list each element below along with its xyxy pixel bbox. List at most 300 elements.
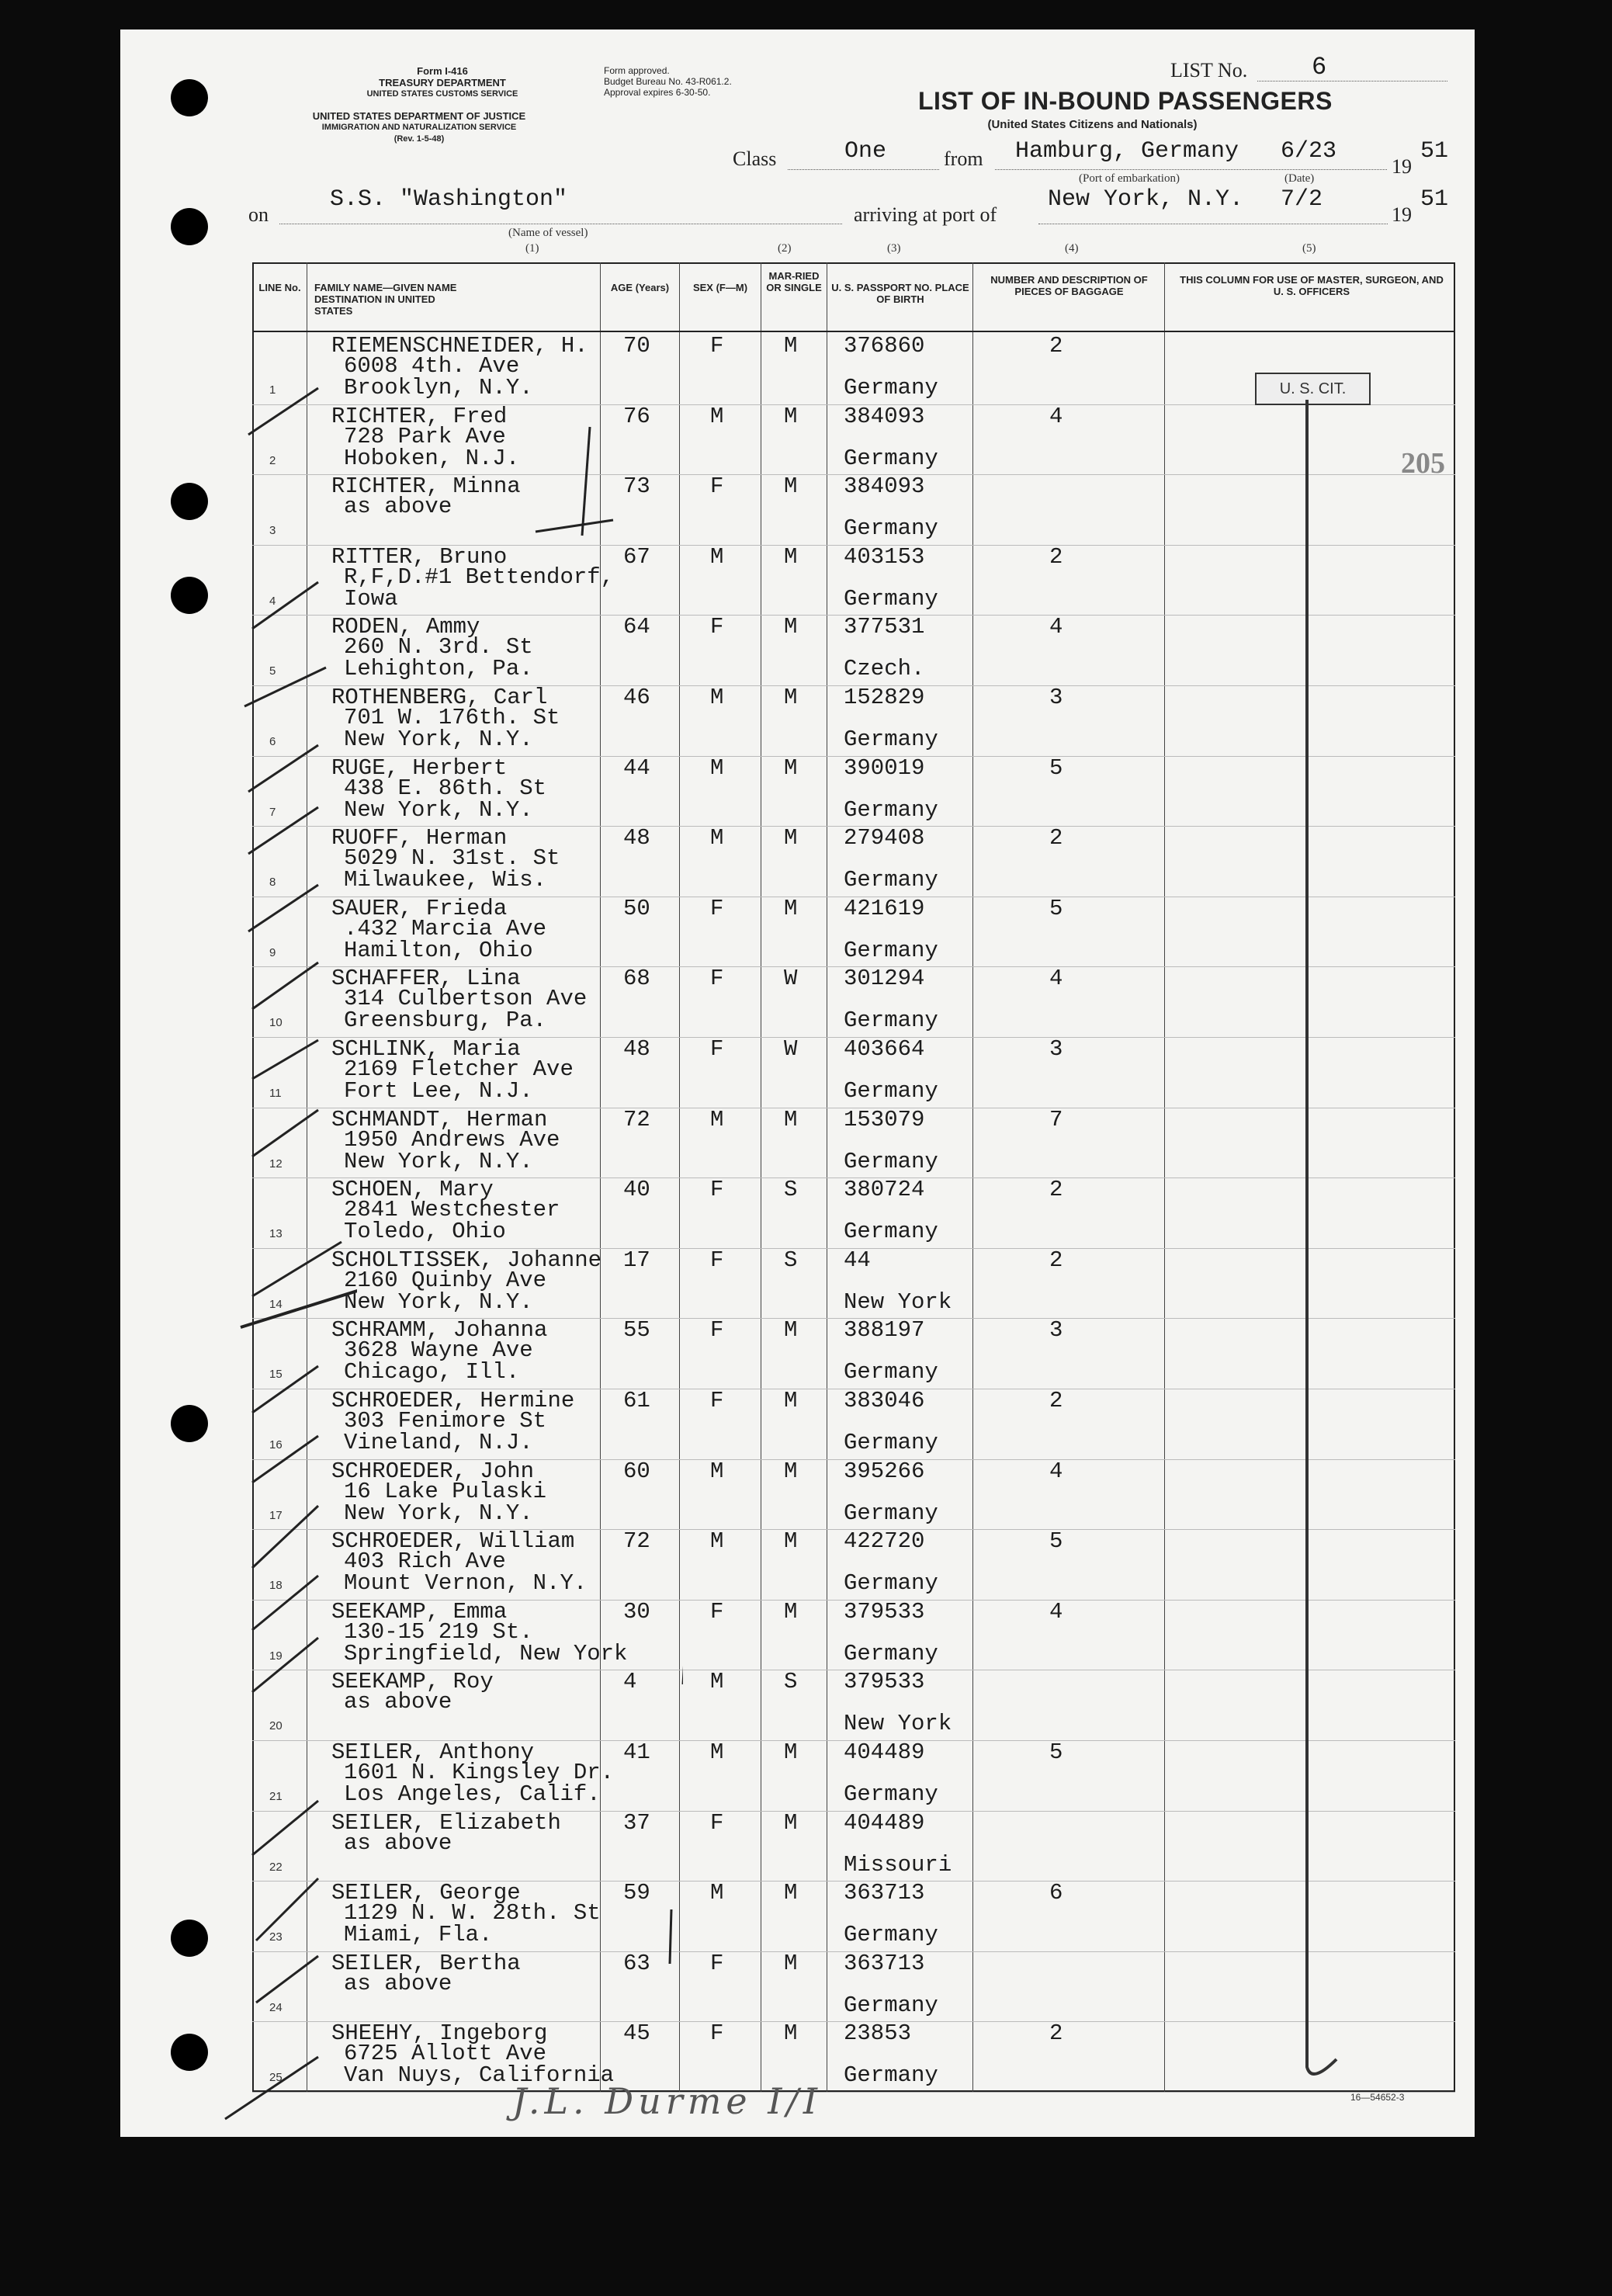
passport-number: 422720	[844, 1528, 925, 1555]
sex-value: F	[710, 1317, 724, 1344]
col-header-officers: THIS COLUMN FOR USE OF MASTER, SURGEON, AND U. S. OFFICERS	[1180, 274, 1444, 297]
address-line-2: New York, N.Y.	[344, 727, 533, 752]
list-no-underline	[1257, 81, 1447, 82]
baggage-count: 4	[1049, 966, 1063, 992]
age-value: 72	[623, 1528, 650, 1555]
place-of-birth: New York	[844, 1288, 952, 1315]
vessel-value: S.S. "Washington"	[330, 186, 568, 213]
passenger-name: RIEMENSCHNEIDER, H.	[331, 333, 588, 359]
marital-status: M	[784, 1950, 798, 1976]
class-value: One	[844, 138, 887, 165]
passenger-name: SEILER, Bertha	[331, 1950, 521, 1976]
line-number: 3	[269, 524, 276, 538]
age-value: 40	[623, 1177, 650, 1203]
passport-number: 390019	[844, 754, 925, 781]
address-line-2: Chicago, Ill.	[344, 1359, 520, 1386]
baggage-count: 2	[1049, 1388, 1063, 1413]
budget-bureau: Budget Bureau No. 43-R061.2.	[604, 76, 732, 87]
immigration-service: IMMIGRATION AND NATURALIZATION SERVICE	[321, 123, 517, 132]
address-line-2: Miami, Fla.	[344, 1922, 493, 1948]
table-row	[252, 1529, 1455, 1600]
sex-value: M	[710, 1106, 724, 1132]
address-line-2: Greensburg, Pa.	[344, 1008, 547, 1034]
sex-value: F	[710, 1809, 724, 1836]
passenger-name: RICHTER, Minna	[331, 473, 521, 500]
marital-status: M	[784, 754, 798, 781]
line-number: 18	[269, 1579, 283, 1593]
address-line-1: as above	[344, 1689, 452, 1715]
line-number: 1	[269, 383, 276, 397]
marital-status: M	[784, 1809, 798, 1836]
passenger-name: RUGE, Herbert	[331, 754, 508, 781]
passport-number: 379533	[844, 1598, 925, 1625]
handwritten-brackets	[528, 419, 683, 1976]
age-value: 44	[623, 754, 650, 781]
line-number: 11	[269, 1087, 282, 1100]
address-line-2: Springfield, New York	[344, 1640, 628, 1667]
place-of-birth: Germany	[844, 1219, 938, 1245]
line-number: 17	[269, 1508, 283, 1522]
address-line-1: 1129 N. W. 28th. St	[344, 1900, 601, 1927]
passenger-name: SEILER, Anthony	[331, 1739, 535, 1765]
line-number: 9	[269, 945, 276, 959]
passenger-name: SHEEHY, Ingeborg	[331, 2020, 548, 2047]
passport-number: 23853	[844, 2020, 912, 2047]
port-embarkation-label: (Port of embarkation)	[1079, 172, 1180, 185]
arriving-label: arriving at port of	[854, 203, 997, 226]
sex-value: M	[710, 1458, 724, 1484]
passenger-name: SCHROEDER, John	[331, 1458, 535, 1484]
age-value: 41	[623, 1739, 650, 1765]
place-of-birth: Germany	[844, 1640, 938, 1667]
address-line-2: New York, N.Y.	[344, 1500, 533, 1526]
address-line-2: Iowa	[344, 585, 398, 612]
age-value: 73	[623, 473, 650, 500]
baggage-count: 2	[1049, 1177, 1063, 1203]
passport-number: 363713	[844, 1880, 925, 1906]
col-num-1: (1)	[525, 242, 539, 255]
year2-value: 51	[1420, 186, 1449, 213]
form-approved: Form approved.	[604, 65, 670, 76]
col-header-age: AGE (Years)	[610, 282, 670, 293]
justice-dept: UNITED STATES DEPARTMENT OF JUSTICE	[312, 110, 526, 122]
passport-number: 153079	[844, 1106, 925, 1132]
age-value: 48	[623, 1036, 650, 1062]
address-line-1: 314 Culbertson Ave	[344, 986, 588, 1012]
passport-number: 377531	[844, 614, 925, 640]
age-value: 64	[623, 614, 650, 640]
address-line-1: 728 Park Ave	[344, 423, 506, 449]
passenger-name: SCHLINK, Maria	[331, 1036, 521, 1062]
table-row	[252, 1318, 1455, 1389]
baggage-count: 3	[1049, 1317, 1063, 1344]
passport-number: 380724	[844, 1177, 925, 1203]
marital-status: W	[784, 966, 798, 992]
customs-service: UNITED STATES CUSTOMS SERVICE	[366, 89, 518, 99]
place-of-birth: Germany	[844, 937, 938, 963]
address-line-2: Los Angeles, Calif.	[344, 1781, 601, 1807]
baggage-count: 7	[1049, 1106, 1063, 1132]
col-header-baggage: NUMBER AND DESCRIPTION OF PIECES OF BAGGAGE	[990, 274, 1148, 297]
age-value: 48	[623, 825, 650, 851]
page-number-stamp: 205	[1401, 447, 1445, 480]
age-value: 76	[623, 403, 650, 429]
marital-status: M	[784, 1317, 798, 1344]
baggage-count: 4	[1049, 1458, 1063, 1484]
address-line-2: Lehighton, Pa.	[344, 656, 533, 682]
sex-value: F	[710, 614, 724, 640]
table-row	[252, 404, 1455, 475]
col-header-sex: SEX (F—M)	[692, 282, 748, 293]
form-subtitle: (United States Citizens and Nationals)	[987, 118, 1198, 131]
passport-number: 279408	[844, 825, 925, 851]
line-number: 7	[269, 805, 276, 819]
table-row	[252, 1740, 1455, 1811]
place-of-birth: New York	[844, 1711, 952, 1737]
age-value: 67	[623, 543, 650, 570]
marital-status: S	[784, 1177, 798, 1203]
col-header-passport: U. S. PASSPORT NO. PLACE OF BIRTH	[831, 282, 969, 305]
passport-number: 363713	[844, 1950, 925, 1976]
line-number: 21	[269, 1790, 283, 1803]
from-value: Hamburg, Germany	[1015, 138, 1239, 165]
table-row	[252, 1108, 1455, 1178]
age-value: 55	[623, 1317, 650, 1344]
age-value: 70	[623, 333, 650, 359]
table-row	[252, 474, 1455, 545]
marital-status: M	[784, 1106, 798, 1132]
place-of-birth: Germany	[844, 1148, 938, 1174]
place-of-birth: Germany	[844, 2062, 938, 2089]
line-number: 24	[269, 2000, 283, 2014]
line-number: 14	[269, 1297, 283, 1311]
passport-number: 376860	[844, 333, 925, 359]
line-number: 13	[269, 1227, 283, 1241]
address-line-1: 2169 Fletcher Ave	[344, 1056, 574, 1082]
address-line-1: 403 Rich Ave	[344, 1549, 506, 1575]
age-value: 30	[623, 1598, 650, 1625]
baggage-count: 2	[1049, 2020, 1063, 2047]
address-line-1: 260 N. 3rd. St	[344, 634, 533, 661]
address-line-2: Hamilton, Ohio	[344, 937, 533, 963]
passenger-name: SAUER, Frieda	[331, 895, 508, 921]
line-number: 16	[269, 1438, 283, 1451]
place-of-birth: Germany	[844, 375, 938, 401]
line-number: 10	[269, 1016, 283, 1030]
col-num-5: (5)	[1302, 242, 1316, 255]
table-row	[252, 966, 1455, 1037]
table-row	[252, 826, 1455, 897]
place-of-birth: Germany	[844, 1430, 938, 1455]
marital-status: M	[784, 1739, 798, 1765]
place-of-birth: Missouri	[844, 1851, 952, 1878]
table-row	[252, 2021, 1455, 2092]
address-line-2: New York, N.Y.	[344, 796, 533, 823]
table-row	[252, 1881, 1455, 1951]
age-value: 17	[623, 1247, 650, 1273]
sex-value: F	[710, 1950, 724, 1976]
passenger-name: RITTER, Bruno	[331, 543, 508, 570]
col-num-4: (4)	[1065, 242, 1079, 255]
passport-number: 152829	[844, 685, 925, 710]
passport-number: 44	[844, 1247, 871, 1273]
from-label: from	[944, 147, 983, 170]
approval-expires: Approval expires 6-30-50.	[604, 87, 711, 98]
address-line-1: R,F,D.#1 Bettendorf,	[344, 564, 615, 590]
year2-prefix: 19	[1392, 203, 1412, 226]
table-row	[252, 1459, 1455, 1530]
baggage-count: 5	[1049, 895, 1063, 921]
list-no-label: LIST No.	[1170, 59, 1248, 82]
age-value: 61	[623, 1388, 650, 1413]
marital-status: M	[784, 543, 798, 570]
marital-status: S	[784, 1669, 798, 1695]
passenger-name: SCHAFFER, Lina	[331, 966, 521, 992]
marital-status: M	[784, 1880, 798, 1906]
passport-number: 379533	[844, 1669, 925, 1695]
marital-status: M	[784, 1388, 798, 1413]
table-row	[252, 1811, 1455, 1882]
passport-number: 404489	[844, 1809, 925, 1836]
class-underline	[788, 169, 939, 170]
address-line-1: 3628 Wayne Ave	[344, 1337, 533, 1364]
address-line-1: 2160 Quinby Ave	[344, 1267, 547, 1293]
row-rule	[252, 2092, 1455, 2093]
table-row	[252, 615, 1455, 685]
marital-status: M	[784, 895, 798, 921]
address-line-2: Hoboken, N.J.	[344, 445, 520, 471]
sex-value: M	[710, 685, 724, 710]
marital-status: M	[784, 473, 798, 500]
passport-number: 383046	[844, 1388, 925, 1413]
passport-number: 388197	[844, 1317, 925, 1344]
passport-number: 403153	[844, 543, 925, 570]
address-line-2: Mount Vernon, N.Y.	[344, 1570, 588, 1597]
sex-value: F	[710, 333, 724, 359]
passenger-name: SEEKAMP, Emma	[331, 1598, 508, 1625]
on-label: on	[248, 203, 269, 226]
baggage-count: 3	[1049, 1036, 1063, 1062]
table-row	[252, 685, 1455, 756]
passenger-name: SEILER, Elizabeth	[331, 1809, 561, 1836]
marital-status: M	[784, 1528, 798, 1555]
table-row	[252, 1670, 1455, 1740]
address-line-1: 303 Fenimore St	[344, 1408, 547, 1434]
table-row	[252, 897, 1455, 967]
from-underline	[995, 169, 1387, 170]
age-value: 72	[623, 1106, 650, 1132]
baggage-count: 4	[1049, 614, 1063, 640]
address-line-2: New York, N.Y.	[344, 1148, 533, 1174]
marital-status: M	[784, 2020, 798, 2047]
sex-value: M	[710, 825, 724, 851]
us-citizen-stamp: U. S. CIT.	[1255, 373, 1371, 405]
line-number: 12	[269, 1157, 283, 1171]
place-of-birth: Germany	[844, 1570, 938, 1597]
year1-value: 51	[1420, 138, 1449, 165]
address-line-1: 6725 Allott Ave	[344, 2041, 547, 2067]
sex-value: M	[710, 1880, 724, 1906]
baggage-count: 6	[1049, 1880, 1063, 1906]
address-line-1: 1601 N. Kingsley Dr.	[344, 1760, 615, 1785]
passenger-name: SEILER, George	[331, 1880, 521, 1906]
date2-value: 7/2	[1281, 186, 1323, 213]
baggage-count: 2	[1049, 1247, 1063, 1273]
baggage-count: 5	[1049, 1528, 1063, 1555]
passenger-name: RODEN, Ammy	[331, 614, 480, 640]
revision: (Rev. 1-5-48)	[393, 134, 445, 144]
marital-status: W	[784, 1036, 798, 1062]
address-line-1: 438 E. 86th. St	[344, 775, 547, 801]
address-line-2: Brooklyn, N.Y.	[344, 375, 533, 401]
baggage-count: 5	[1049, 1739, 1063, 1765]
sex-value: F	[710, 1247, 724, 1273]
address-line-2: Vineland, N.J.	[344, 1430, 533, 1455]
sex-value: F	[710, 473, 724, 500]
line-number: 25	[269, 2071, 283, 2085]
vessel-name-label: (Name of vessel)	[508, 227, 588, 239]
address-line-1: .432 Marcia Ave	[344, 915, 547, 942]
sex-value: M	[710, 403, 724, 429]
age-value: 63	[623, 1950, 650, 1976]
passport-number: 384093	[844, 473, 925, 500]
sex-value: M	[710, 1669, 724, 1695]
passenger-name: SCHOLTISSEK, Johanne	[331, 1247, 602, 1273]
table-row	[252, 756, 1455, 827]
address-line-2: New York, N.Y.	[344, 1288, 533, 1315]
line-number: 22	[269, 1860, 283, 1874]
passport-number: 403664	[844, 1036, 925, 1062]
place-of-birth: Germany	[844, 445, 938, 471]
passenger-name: SCHMANDT, Herman	[331, 1106, 548, 1132]
col-num-3: (3)	[887, 242, 901, 255]
baggage-count: 2	[1049, 333, 1063, 359]
marital-status: M	[784, 685, 798, 710]
class-label: Class	[733, 147, 777, 170]
table-row	[252, 1037, 1455, 1108]
sex-value: M	[710, 1739, 724, 1765]
address-line-1: 5029 N. 31st. St	[344, 845, 560, 872]
address-line-1: as above	[344, 1970, 452, 1996]
age-value: 4	[623, 1669, 637, 1695]
marital-status: M	[784, 1458, 798, 1484]
table-row	[252, 1389, 1455, 1459]
col-num-2: (2)	[778, 242, 792, 255]
place-of-birth: Germany	[844, 867, 938, 893]
form-code: 16—54652-3	[1350, 2092, 1405, 2103]
form-title: LIST OF IN-BOUND PASSENGERS	[918, 87, 1333, 115]
arrival-port-value: New York, N.Y.	[1048, 186, 1244, 213]
table-row	[252, 545, 1455, 616]
place-of-birth: Germany	[844, 727, 938, 752]
list-no-value: 6	[1312, 53, 1327, 82]
marital-status: M	[784, 1598, 798, 1625]
col-header-line-no: LINE No.	[258, 282, 301, 293]
baggage-count: 3	[1049, 685, 1063, 710]
line-number: 19	[269, 1649, 283, 1663]
passport-number: 395266	[844, 1458, 925, 1484]
sex-value: F	[710, 966, 724, 992]
binder-hole	[171, 208, 208, 245]
place-of-birth: Germany	[844, 585, 938, 612]
address-line-1: 701 W. 176th. St	[344, 705, 560, 730]
place-of-birth: Germany	[844, 796, 938, 823]
line-number: 15	[269, 1368, 283, 1382]
age-value: 60	[623, 1458, 650, 1484]
marital-status: M	[784, 403, 798, 429]
line-number: 4	[269, 594, 276, 608]
marital-status: S	[784, 1247, 798, 1273]
address-line-1: 16 Lake Pulaski	[344, 1478, 547, 1504]
passenger-name: RUOFF, Herman	[331, 825, 508, 851]
sex-value: M	[710, 543, 724, 570]
address-line-1: 6008 4th. Ave	[344, 353, 520, 379]
age-value: 68	[623, 966, 650, 992]
table-row	[252, 1177, 1455, 1248]
baggage-count: 2	[1049, 543, 1063, 570]
marital-status: M	[784, 333, 798, 359]
address-line-1: 2841 Westchester	[344, 1197, 560, 1223]
passenger-name: SEEKAMP, Roy	[331, 1669, 494, 1695]
col-header-name: FAMILY NAME—GIVEN NAME DESTINATION IN UNITED STATES	[314, 282, 457, 317]
passenger-name: SCHROEDER, William	[331, 1528, 575, 1555]
age-value: 37	[623, 1809, 650, 1836]
sex-value: F	[710, 895, 724, 921]
address-line-1: as above	[344, 1830, 452, 1856]
baggage-count: 2	[1049, 825, 1063, 851]
officer-mark	[1288, 400, 1350, 2084]
baggage-count: 4	[1049, 403, 1063, 429]
line-number: 2	[269, 453, 276, 467]
baggage-count: 5	[1049, 754, 1063, 781]
passenger-name: RICHTER, Fred	[331, 403, 508, 429]
passenger-name: SCHOEN, Mary	[331, 1177, 494, 1203]
sex-value: F	[710, 1598, 724, 1625]
address-line-2: Milwaukee, Wis.	[344, 867, 547, 893]
line-number: 20	[269, 1719, 283, 1733]
place-of-birth: Germany	[844, 1359, 938, 1386]
passport-number: 421619	[844, 895, 925, 921]
form-number: Form I-416	[417, 65, 468, 77]
passenger-table	[252, 262, 1455, 2092]
sex-value: M	[710, 754, 724, 781]
table-row	[252, 1951, 1455, 2022]
handwritten-checkmarks	[202, 342, 357, 2127]
age-value: 59	[623, 1880, 650, 1906]
address-line-2: Van Nuys, California	[344, 2062, 615, 2089]
place-of-birth: Germany	[844, 1008, 938, 1034]
passenger-name: ROTHENBERG, Carl	[331, 685, 548, 710]
sex-value: F	[710, 1036, 724, 1062]
table-row	[252, 1248, 1455, 1319]
passport-number: 301294	[844, 966, 925, 992]
address-line-1: as above	[344, 494, 452, 520]
age-value: 45	[623, 2020, 650, 2047]
passport-number: 384093	[844, 403, 925, 429]
col-header-married: MAR-RIED OR SINGLE	[766, 270, 822, 293]
address-line-2: Toledo, Ohio	[344, 1219, 506, 1245]
marital-status: M	[784, 614, 798, 640]
line-number: 8	[269, 876, 276, 890]
date1-value: 6/23	[1281, 138, 1337, 165]
signature: J.L. Durme I/I	[512, 2080, 823, 2122]
line-number: 6	[269, 735, 276, 748]
table-row	[252, 1600, 1455, 1670]
date-label: (Date)	[1284, 172, 1315, 185]
place-of-birth: Germany	[844, 1781, 938, 1807]
sex-value: M	[710, 1528, 724, 1555]
line-number: 23	[269, 1930, 283, 1944]
